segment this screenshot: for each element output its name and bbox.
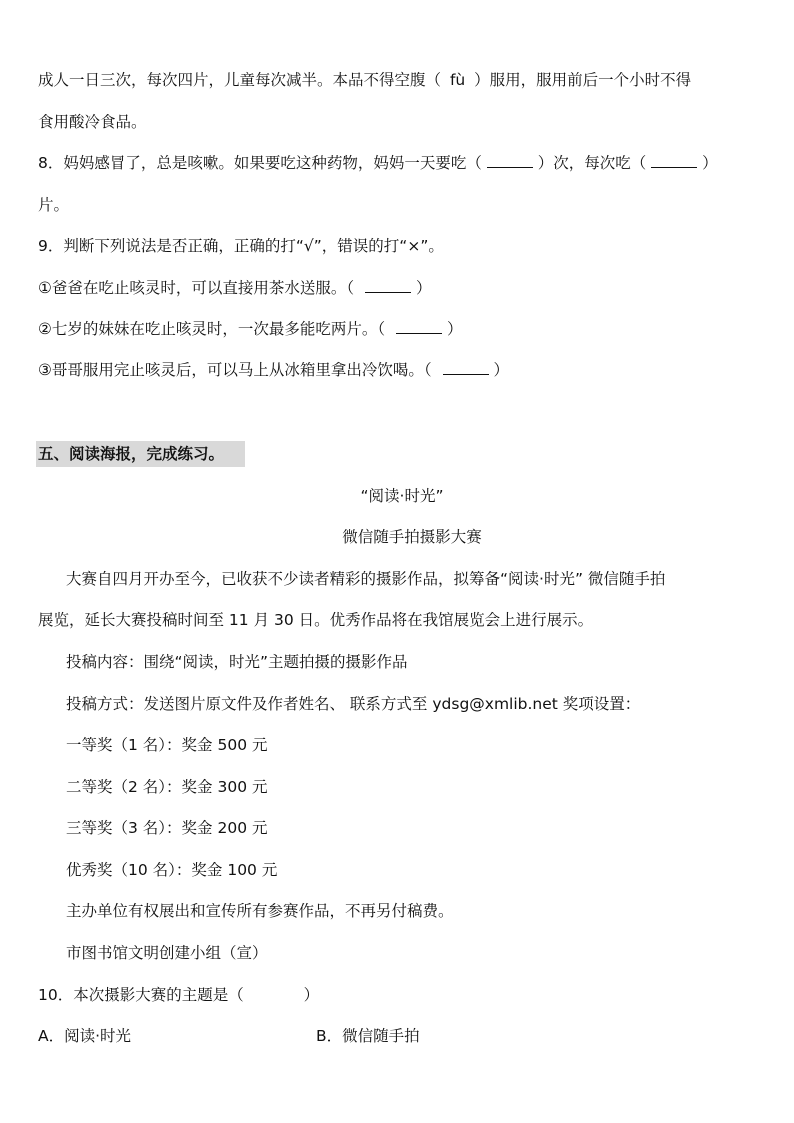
dosage-line — [38, 70, 691, 90]
poster-title: “阅读·时光” — [360, 487, 444, 505]
poster-method: 投稿方式：发送图片原文件及作者姓名、 联系方式至 ydsg@xmlib.net 奖项设置： — [66, 695, 641, 713]
q9-item-2-text: ②七岁的妹妹在吃止咳灵时，一次最多能吃两片。（ — [38, 320, 386, 338]
q9-item-1-close: ） — [416, 279, 432, 297]
poster-subtitle: 微信随手拍摄影大赛 — [342, 528, 482, 546]
question-8 — [38, 153, 718, 173]
poster-content: 投稿内容：围绕“阅读，时光”主题拍摄的摄影作品 — [66, 653, 408, 671]
q8-text-c: ） — [702, 154, 718, 172]
q9-item-3-close: ） — [493, 361, 510, 379]
poster-intro-1: 大赛自四月开办至今，已收获不少读者精彩的摄影作品，拟筹备“阅读·时光” 微信随手拍 — [66, 570, 666, 588]
q9-item-1 — [38, 278, 432, 298]
q9-item-1-text: ①爸爸在吃止咳灵时，可以直接用茶水送服。（ — [38, 279, 355, 297]
q9-item-1-blank[interactable] — [365, 278, 411, 293]
q10-stem: 10．本次摄影大赛的主题是（ — [38, 986, 244, 1004]
prize-third: 三等奖（3 名）：奖金 200 元 — [66, 819, 268, 837]
dosage-line-2: 食用酸冷食品。 — [38, 113, 147, 131]
q9-item-3 — [38, 360, 509, 380]
section-5-heading: 五、阅读海报，完成练习。 — [38, 445, 225, 463]
q9-item-2-blank[interactable] — [396, 319, 442, 334]
q9-item-2 — [38, 319, 463, 339]
prize-excellence: 优秀奖（10 名）：奖金 100 元 — [66, 861, 278, 879]
prize-first: 一等奖（1 名）：奖金 500 元 — [66, 736, 268, 754]
q10-option-a[interactable]: A．阅读·时光 — [38, 1027, 132, 1045]
q9-item-2-close: ） — [447, 320, 463, 338]
poster-intro-2: 展览，延长大赛投稿时间至 11 月 30 日。优秀作品将在我馆展览会上进行展示。 — [38, 611, 594, 629]
poster-rights: 主办单位有权展出和宣传所有参赛作品，不再另付稿费。 — [66, 902, 454, 920]
question-10 — [38, 985, 319, 1005]
q8-blank-pieces[interactable] — [651, 153, 697, 168]
q9-item-3-text: ③哥哥服用完止咳灵后，可以马上从冰箱里拿出冷饮喝。（ — [38, 361, 432, 379]
q8-blank-times[interactable] — [487, 153, 533, 168]
question-9: 9．判断下列说法是否正确，正确的打“√”，错误的打“×”。 — [38, 237, 444, 255]
q9-item-3-blank[interactable] — [443, 360, 489, 375]
q8-text-a: 8．妈妈感冒了，总是咳嗽。如果要吃这种药物，妈妈一天要吃（ — [38, 154, 482, 172]
q10-option-b[interactable]: B．微信随手拍 — [316, 1027, 420, 1045]
pinyin-fu: fù — [449, 71, 466, 89]
dosage-text-b: ）服用，服用前后一个小时不得 — [474, 71, 692, 89]
prize-second: 二等奖（2 名）：奖金 300 元 — [66, 778, 268, 796]
dosage-text-a: 成人一日三次，每次四片，儿童每次减半。本品不得空腹（ — [38, 71, 442, 89]
q10-stem-close: ） — [303, 986, 320, 1004]
poster-organizer: 市图书馆文明创建小组（宣） — [66, 944, 268, 962]
q8-line-2: 片。 — [38, 196, 70, 214]
q8-text-b: ）次，每次吃（ — [537, 154, 647, 172]
